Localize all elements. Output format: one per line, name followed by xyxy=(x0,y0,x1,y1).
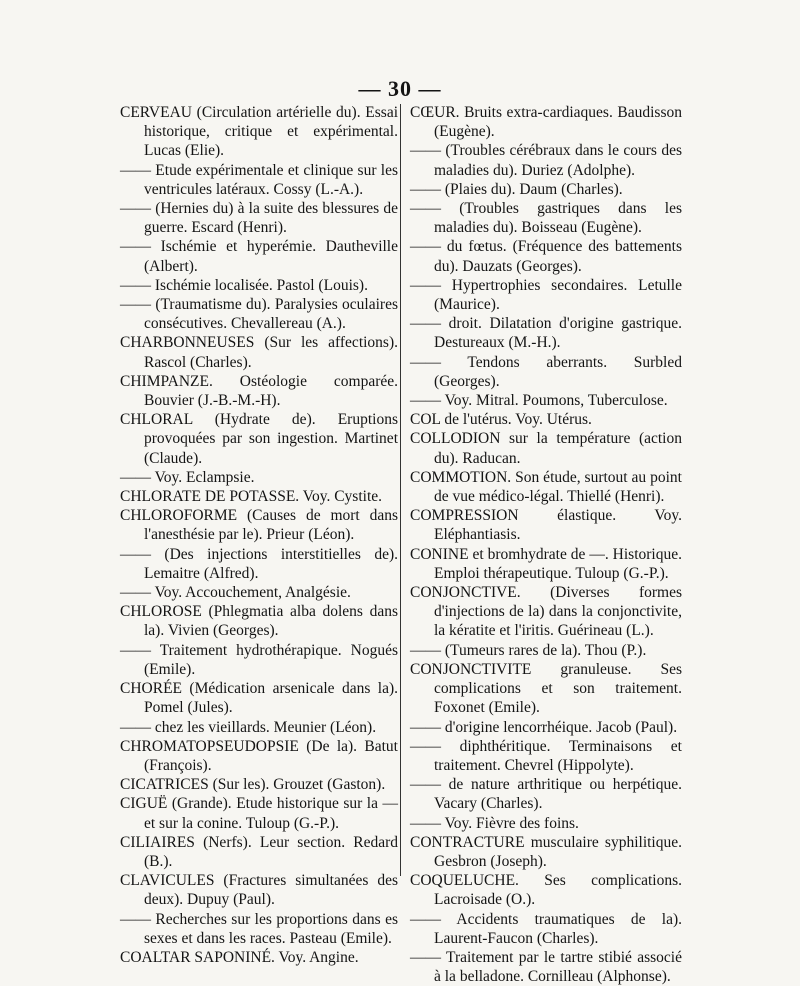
entry-heading: CHIMPANZE. xyxy=(120,372,213,390)
entry-text: (Traumatisme du). Paralysies oculaires consécutives. Chevallereau (A.). xyxy=(144,296,398,333)
index-entry xyxy=(410,468,682,506)
index-entry xyxy=(410,141,682,179)
index-entry xyxy=(410,718,682,737)
index-entry xyxy=(120,910,398,948)
entry-text: (Hydrate de). Eruptions provoquées par son ingestion. Martinet (Claude). xyxy=(144,411,398,467)
entry-heading: CHLOROSE xyxy=(120,603,202,621)
entry-text: (Troubles cérébraux dans le cours des maladies du). Duriez (Adolphe). xyxy=(434,142,682,179)
index-entry xyxy=(120,545,398,583)
entry-heading: CICATRICES xyxy=(120,776,209,794)
entry-text: (Tumeurs rares de la). Thou (P.). xyxy=(441,641,647,659)
entry-heading: —— xyxy=(410,641,441,659)
entry-text: (Phlegmatia alba dolens dans la). Vivien (Georges). xyxy=(144,603,398,640)
entry-heading: CONTRACTURE xyxy=(410,833,525,851)
entry-heading: COQUELUCHE. xyxy=(410,872,519,890)
entry-heading: —— xyxy=(410,200,441,218)
entry-text: (Nerfs). Leur section. Redard (B.). xyxy=(144,833,398,870)
entry-heading: —— xyxy=(120,161,151,179)
entry-text: Voy. Cystite. xyxy=(299,488,383,506)
entry-text: d'origine lencorrhéique. Jacob (Paul). xyxy=(441,718,678,736)
index-entry xyxy=(120,333,398,371)
index-entry xyxy=(120,199,398,237)
index-entry xyxy=(120,161,398,199)
entry-text: chez les vieillards. Meunier (Léon). xyxy=(151,718,377,736)
entry-heading: COMMOTION. xyxy=(410,468,512,486)
index-entry xyxy=(120,833,398,871)
index-entry xyxy=(120,410,398,468)
entry-heading: CHARBONNEUSES xyxy=(120,334,255,352)
entry-heading: —— xyxy=(410,910,441,928)
entry-heading: —— xyxy=(120,468,151,486)
index-entry xyxy=(410,910,682,948)
entry-text: (Grande). Etude historique sur la —et sur la conine. Tuloup (G.-P.). xyxy=(144,795,398,832)
entry-heading: —— xyxy=(410,353,441,371)
entry-text: Voy. Accouchement, Analgésie. xyxy=(151,584,351,602)
entry-heading: —— xyxy=(410,776,441,794)
entry-heading: CONJONCTIVE. xyxy=(410,584,521,602)
index-entry xyxy=(120,775,398,794)
index-entry xyxy=(410,833,682,871)
index-entry xyxy=(120,871,398,909)
entry-text: droit. Dilatation d'origine gastrique. Destureaux (M.-H.). xyxy=(434,315,682,352)
entry-heading: COL xyxy=(410,411,441,429)
entry-text: Voy. Eclampsie. xyxy=(151,468,255,486)
index-entry xyxy=(410,506,682,544)
entry-text: Hypertrophies secondaires. Letulle (Maurice). xyxy=(434,276,682,314)
index-entry xyxy=(410,583,682,641)
entry-text: Voy. Fièvre des foins. xyxy=(441,814,579,832)
entry-text: Recherches sur les proportions dans es sexes et dans les races. Pasteau (Emile). xyxy=(144,910,398,947)
entry-text: musculaire syphilitique. Gesbron (Joseph). xyxy=(434,833,682,870)
entry-text: Voy. Mitral. Poumons, Tuberculose. xyxy=(441,392,668,410)
entry-heading: CIGUË xyxy=(120,795,168,813)
entry-text: diphthéritique. Terminaisons et traitement. Chevrel (Hippolyte). xyxy=(434,737,682,774)
entry-text: de l'utérus. Voy. Utérus. xyxy=(440,411,592,429)
entry-text: (Troubles gastriques dans les maladies du). Boisseau (Eugène). xyxy=(434,200,682,237)
index-entry xyxy=(120,237,398,275)
entry-heading: —— xyxy=(120,545,151,563)
entry-heading: —— xyxy=(410,948,441,966)
index-entry xyxy=(410,314,682,352)
entry-heading: —— xyxy=(120,296,151,314)
entry-text: (De la). Batut (François). xyxy=(144,737,398,774)
index-entry xyxy=(120,276,398,295)
entry-text: Voy. Angine. xyxy=(274,948,359,966)
index-entry xyxy=(410,276,682,314)
entry-text: Ostéologie comparée. Bouvier (J.-B.-M.-H). xyxy=(144,372,398,410)
entry-text: de nature arthritique ou herpétique. Vacary (Charles). xyxy=(434,776,682,813)
index-entry xyxy=(120,794,398,832)
entry-heading: CLAVICULES xyxy=(120,872,215,890)
entry-heading: CHORÉE xyxy=(120,680,182,698)
index-entry xyxy=(410,410,682,429)
entry-text: sur la température (action du). Raducan. xyxy=(434,430,682,467)
entry-heading: CHLORATE DE POTASSE. xyxy=(120,488,300,506)
entry-text: Bruits extra-cardiaques. Baudisson (Eugène). xyxy=(434,104,682,141)
entry-heading: CHLORAL xyxy=(120,411,193,429)
index-entry xyxy=(120,295,398,333)
page-number: — 30 — xyxy=(358,76,442,101)
entry-heading: —— xyxy=(410,238,441,256)
index-entry xyxy=(410,391,682,410)
index-entry xyxy=(410,237,682,275)
entry-text: Accidents traumatiques de la). Laurent-Faucon (Charles). xyxy=(434,910,682,947)
entry-heading: —— xyxy=(410,718,441,736)
entry-heading: CONJONCTIVITE xyxy=(410,660,532,678)
index-entry xyxy=(410,641,682,660)
right-column xyxy=(410,103,682,986)
entry-heading: CERVEAU xyxy=(120,104,192,121)
entry-heading: —— xyxy=(120,238,151,256)
index-entry xyxy=(410,103,682,141)
index-entry xyxy=(410,948,682,986)
entry-text: Etude expérimentale et clinique sur les ventricules latéraux. Cossy (L.-A.). xyxy=(144,161,398,198)
entry-text: (Sur les affections). Rascol (Charles). xyxy=(144,334,398,371)
entry-text: (Circulation artérielle du). Essai historique, critique et expérimental. Lucas (Elie). xyxy=(144,104,398,160)
entry-text: (Fractures simultanées des deux). Dupuy (Paul). xyxy=(144,872,398,909)
entry-heading: —— xyxy=(410,814,441,832)
index-entry xyxy=(120,468,398,487)
entry-text: élastique. Voy. Eléphantiasis. xyxy=(434,507,682,544)
entry-text: (Hernies du) à la suite des blessures de guerre. Escard (Henri). xyxy=(144,200,398,237)
index-entry xyxy=(120,718,398,737)
entry-text: Son étude, surtout au point de vue médico-légal. Thiellé (Henri). xyxy=(434,468,682,506)
index-entry xyxy=(120,583,398,602)
index-entry xyxy=(120,602,398,640)
entry-text: (Diverses formes d'injections de la) dans la conjonctivite, la kératite et l'iritis. Guérineau (L.). xyxy=(434,584,682,640)
entry-text: (Sur les). Grouzet (Gaston). xyxy=(208,776,386,794)
entry-text: granuleuse. Ses complications et son traitement. Foxonet (Emile). xyxy=(434,660,682,717)
entry-text: (Plaies du). Daum (Charles). xyxy=(441,180,623,198)
entry-text: Traitement par le tartre stibié associé à la belladone. Cornilleau (Alphonse). xyxy=(434,948,682,986)
index-entry xyxy=(120,641,398,679)
entry-text: du fœtus. (Fréquence des battements du). Dauzats (Georges). xyxy=(434,238,682,275)
entry-heading: —— xyxy=(120,200,151,218)
index-entry xyxy=(120,737,398,775)
entry-text: Ischémie et hyperémie. Dautheville (Albert). xyxy=(144,238,398,275)
entry-heading: —— xyxy=(410,276,441,294)
entry-text: (Médication arsenicale dans la). Pomel (Jules). xyxy=(144,680,398,717)
entry-heading: —— xyxy=(410,142,441,160)
entry-text: Traitement hydrothérapique. Nogués (Emile). xyxy=(144,641,398,678)
index-entry xyxy=(410,814,682,833)
entry-heading: CONINE xyxy=(410,545,469,563)
column-divider xyxy=(400,104,401,876)
entry-heading: COMPRESSION xyxy=(410,507,519,525)
entry-heading: COLLODION xyxy=(410,430,501,448)
index-entry xyxy=(120,487,398,506)
index-entry xyxy=(410,199,682,237)
entry-heading: —— xyxy=(410,315,441,333)
left-column xyxy=(120,103,398,967)
entry-heading: —— xyxy=(120,718,151,736)
entry-heading: —— xyxy=(410,180,441,198)
index-entry xyxy=(410,353,682,391)
index-entry xyxy=(410,660,682,718)
entry-heading: CHLOROFORME xyxy=(120,507,238,525)
index-entry xyxy=(120,506,398,544)
index-entry xyxy=(410,871,682,909)
entry-heading: —— xyxy=(120,276,151,294)
index-entry xyxy=(120,372,398,410)
entry-text: et bromhydrate de —. Historique. Emploi thérapeutique. Tuloup (G.-P.). xyxy=(434,545,682,582)
entry-text: Ses complications. Lacroisade (O.). xyxy=(434,872,682,909)
index-entry xyxy=(120,948,398,967)
index-entry xyxy=(120,679,398,717)
index-entry xyxy=(410,429,682,467)
index-entry xyxy=(410,180,682,199)
index-entry xyxy=(120,103,398,161)
entry-text: (Causes de mort dans l'anesthésie par le). Prieur (Léon). xyxy=(144,507,398,544)
index-entry xyxy=(410,545,682,583)
entry-heading: —— xyxy=(120,910,151,928)
entry-heading: —— xyxy=(410,737,441,755)
entry-heading: COALTAR SAPONINÉ. xyxy=(120,948,275,966)
entry-heading: —— xyxy=(410,392,441,410)
entry-heading: —— xyxy=(120,584,151,602)
entry-text: Tendons aberrants. Surbled (Georges). xyxy=(434,353,682,390)
entry-heading: —— xyxy=(120,641,151,659)
entry-text: (Des injections interstitielles de). Lemaitre (Alfred). xyxy=(144,545,398,582)
entry-heading: CŒUR. xyxy=(410,104,460,121)
entry-heading: CILIAIRES xyxy=(120,833,195,851)
entry-heading: CHROMATOPSEUDOPSIE xyxy=(120,737,299,755)
index-entry xyxy=(410,775,682,813)
entry-text: Ischémie localisée. Pastol (Louis). xyxy=(151,276,368,294)
index-entry xyxy=(410,737,682,775)
